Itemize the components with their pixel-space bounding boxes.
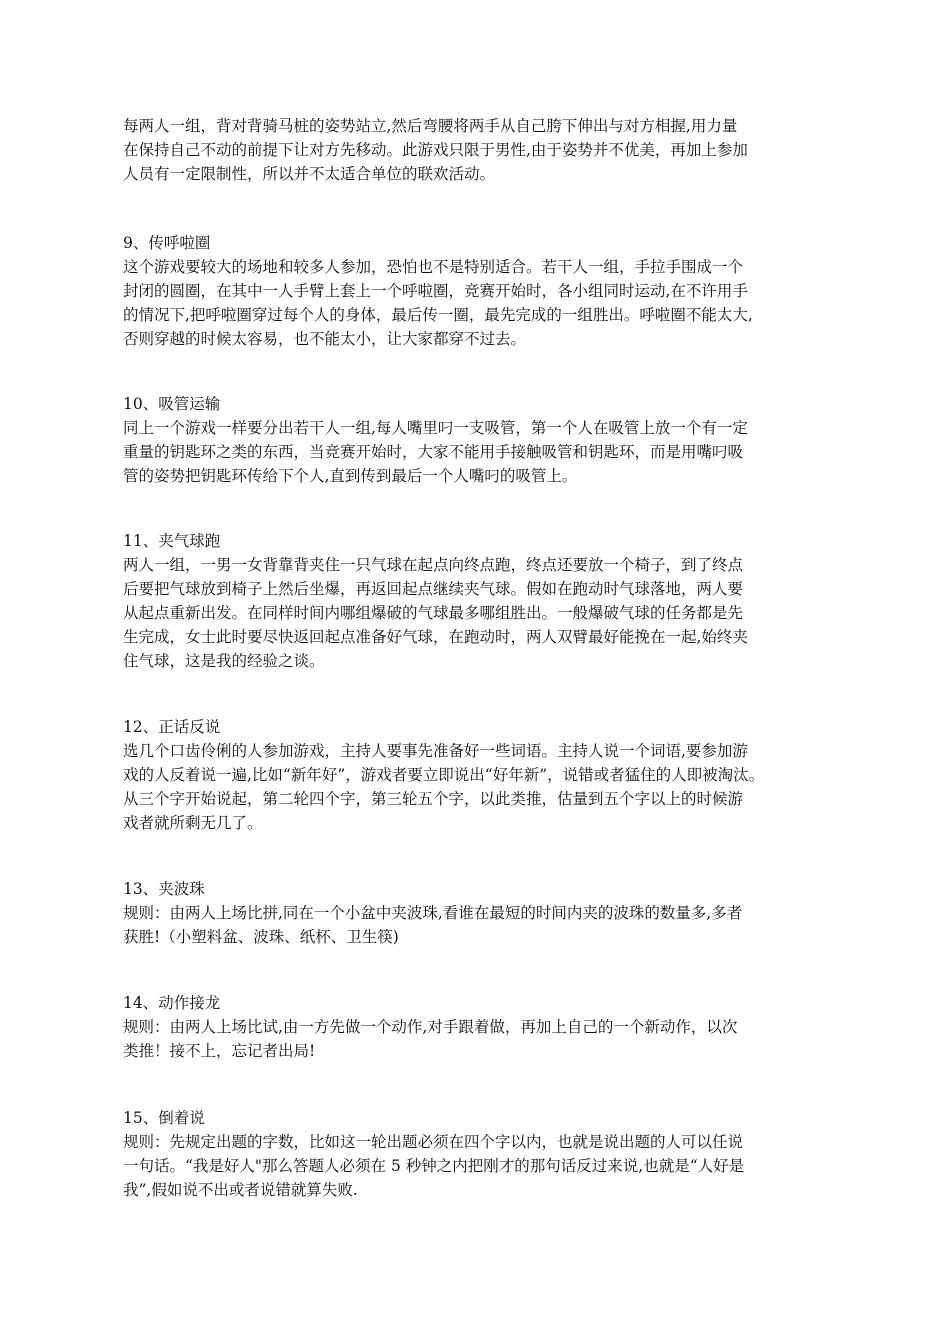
paragraph-line: 戏的人反着说一遍,比如“新年好”，游戏者要立即说出“好年新”，说错或者猛住的人即被淘汰。 [123,766,765,784]
paragraph-line: 从起点重新出发。在同样时间内哪组爆破的气球最多哪组胜出。一般爆破气球的任务都是先 [123,604,744,622]
paragraph-line: 这个游戏要较大的场地和较多人参加，恐怕也不是特别适合。若干人一组，手拉手围成一个 [123,258,744,276]
paragraph-line: 两人一组，一男一女背靠背夹住一只气球在起点向终点跑，终点还要放一个椅子，到了终点 [123,556,744,574]
paragraph-line: 戏者就所剩无几了。 [123,814,263,832]
paragraph-line: 同上一个游戏一样要分出若干人一组,每人嘴里叼一支吸管，第一个人在吸管上放一个有一定 [123,419,748,437]
section-title: 11、夹气球跑 [123,532,221,550]
section-title: 12、正话反说 [123,718,221,736]
paragraph-line: 一句话。“我是好人"那么答题人必须在 5 秒钟之内把刚才的那句话反过来说,也就是“人好是 [123,1157,745,1175]
paragraph-line: 规则：先规定出题的字数，比如这一轮出题必须在四个字以内，也就是说出题的人可以任说 [123,1133,744,1151]
paragraph-line: 重量的钥匙环之类的东西，当竞赛开始时，大家不能用手接触吸管和钥匙环，而是用嘴叼吸 [123,443,744,461]
intro-paragraph [123,114,843,186]
paragraph-line: 选几个口齿伶俐的人参加游戏，主持人要事先准备好一些词语。主持人说一个词语,要参加游 [123,742,748,760]
section-11 [123,529,843,673]
section-title: 9、传呼啦圈 [123,234,211,252]
paragraph-line: 规则：由两人上场比拼,同在一个小盆中夹波珠,看谁在最短的时间内夹的波珠的数量多,多者 [123,904,743,922]
paragraph-line: 封闭的圆圈，在其中一人手臂上套上一个呼啦圈，竞赛开始时，各小组同时运动,在不许用手 [123,282,748,300]
paragraph-line: 的情况下,把呼啦圈穿过每个人的身体，最后传一圈，最先完成的一组胜出。呼啦圈不能太大, [123,306,753,324]
paragraph-line: 我”,假如说不出或者说错就算失败. [123,1181,358,1199]
section-10 [123,392,843,488]
section-14 [123,991,843,1063]
section-15 [123,1106,843,1202]
section-12 [123,715,843,835]
section-title: 14、动作接龙 [123,994,221,1012]
paragraph-line: 每两人一组，背对背骑马桩的姿势站立,然后弯腰将两手从自己胯下伸出与对方相握,用力量 [123,117,738,135]
section-9 [123,231,843,351]
section-title: 15、倒着说 [123,1109,205,1127]
section-title: 10、吸管运输 [123,395,221,413]
section-13 [123,877,843,949]
section-title: 13、夹波珠 [123,880,205,898]
paragraph-line: 生完成，女士此时要尽快返回起点准备好气球，在跑动时，两人双臂最好能挽在一起,始终夹 [123,628,748,646]
paragraph-line: 否则穿越的时候太容易，也不能太小，让大家都穿不过去。 [123,330,527,348]
paragraph-line: 获胜!（小塑料盆、波珠、纸杯、卫生筷) [123,928,399,946]
paragraph-line: 在保持自己不动的前提下让对方先移动。此游戏只限于男性,由于姿势并不优美，再加上参加 [123,141,748,159]
paragraph-line: 从三个字开始说起，第二轮四个字，第三轮五个字，以此类推，估量到五个字以上的时候游 [123,790,744,808]
paragraph-line: 人员有一定限制性，所以并不太适合单位的联欢活动。 [123,165,496,183]
paragraph-line: 管的姿势把钥匙环传给下个人,直到传到最后一个人嘴叼的吸管上。 [123,467,578,485]
paragraph-line: 住气球，这是我的经验之谈。 [123,652,325,670]
paragraph-line: 规则：由两人上场比试,由一方先做一个动作,对手跟着做，再加上自己的一个新动作，以次 [123,1018,738,1036]
paragraph-line: 类推！接不上，忘记者出局! [123,1042,316,1060]
paragraph-line: 后要把气球放到椅子上然后坐爆，再返回起点继续夹气球。假如在跑动时气球落地，两人要 [123,580,744,598]
